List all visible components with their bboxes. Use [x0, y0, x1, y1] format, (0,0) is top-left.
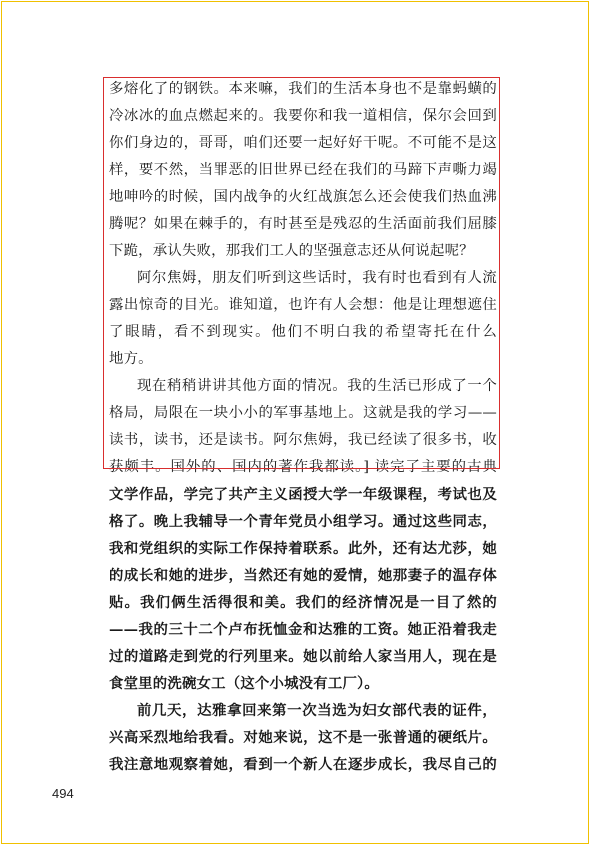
text-line: 你们身边的，哥哥，咱们还要一起好好干呢。不可能不是这	[109, 135, 497, 151]
text-line: 格了。晚上我辅导一个青年党员小组学习。通过这些同志，	[109, 513, 497, 530]
text-line: 贴。我们俩生活得很和美。我们的经济情况是一目了然的	[109, 594, 497, 611]
text-line: 我和党组织的实际工作保持着联系。此外，还有达尤莎，她	[109, 540, 497, 557]
text-line: 文学作品，学完了共产主义函授大学一年级课程，考试也及	[109, 486, 497, 503]
text-line: 多熔化了的钢铁。本来嘛，我们的生活本身也不是靠蚂蟥的	[109, 81, 497, 97]
text-line: 现在稍稍讲讲其他方面的情况。我的生活已形成了一个	[137, 378, 497, 394]
text-line: 地呻吟的时候，国内战争的火红战旗怎么还会使我们热血沸	[109, 189, 497, 205]
highlight-box	[103, 77, 500, 469]
text-line: 地方。	[109, 351, 153, 367]
text-line: 格局，局限在一块小小的军事基地上。这就是我的学习——	[109, 405, 497, 421]
page-number: 494	[52, 786, 74, 801]
text-line: 获颇丰。国外的、国内的著作我都读。] 读完了主要的古典	[109, 459, 497, 475]
text-line: 下跪，承认失败，那我们工人的坚强意志还从何说起呢？	[109, 243, 474, 259]
text-line: 食堂里的洗碗女工（这个小城没有工厂）。	[109, 675, 380, 692]
text-line: ——我的三十二个卢布抚恤金和达雅的工资。她正沿着我走	[109, 621, 497, 638]
text-line: 冷冰冰的血点燃起来的。我要你和我一道相信，保尔会回到	[109, 108, 497, 124]
text-line: 样，要不然，当罪恶的旧世界已经在我们的马蹄下声嘶力竭	[109, 162, 497, 178]
text-line: 我注意地观察着她，看到一个新人在逐步成长，我尽自己的	[109, 756, 497, 773]
text-line: 兴高采烈地给我看。对她来说，这不是一张普通的硬纸片。	[109, 729, 497, 746]
text-line: 露出惊奇的目光。谁知道，也许有人会想：他是让理想遮住	[109, 297, 497, 313]
text-line: 腾呢？如果在棘手的，有时甚至是残忍的生活面前我们屈膝	[109, 216, 497, 232]
text-line: 读书，读书，还是读书。阿尔焦姆，我已经读了很多书，收	[109, 432, 497, 448]
text-line: 的成长和她的进步，当然还有她的爱情，她那妻子的温存体	[109, 567, 497, 584]
text-line: 前几天，达雅拿回来第一次当选为妇女部代表的证件，	[137, 702, 497, 719]
text-line: 阿尔焦姆，朋友们听到这些话时，我有时也看到有人流	[137, 270, 497, 286]
text-line: 过的道路走到党的行列里来。她以前给人家当用人，现在是	[109, 648, 497, 665]
text-line: 了眼睛，看不到现实。他们不明白我的希望寄托在什么	[109, 324, 497, 340]
